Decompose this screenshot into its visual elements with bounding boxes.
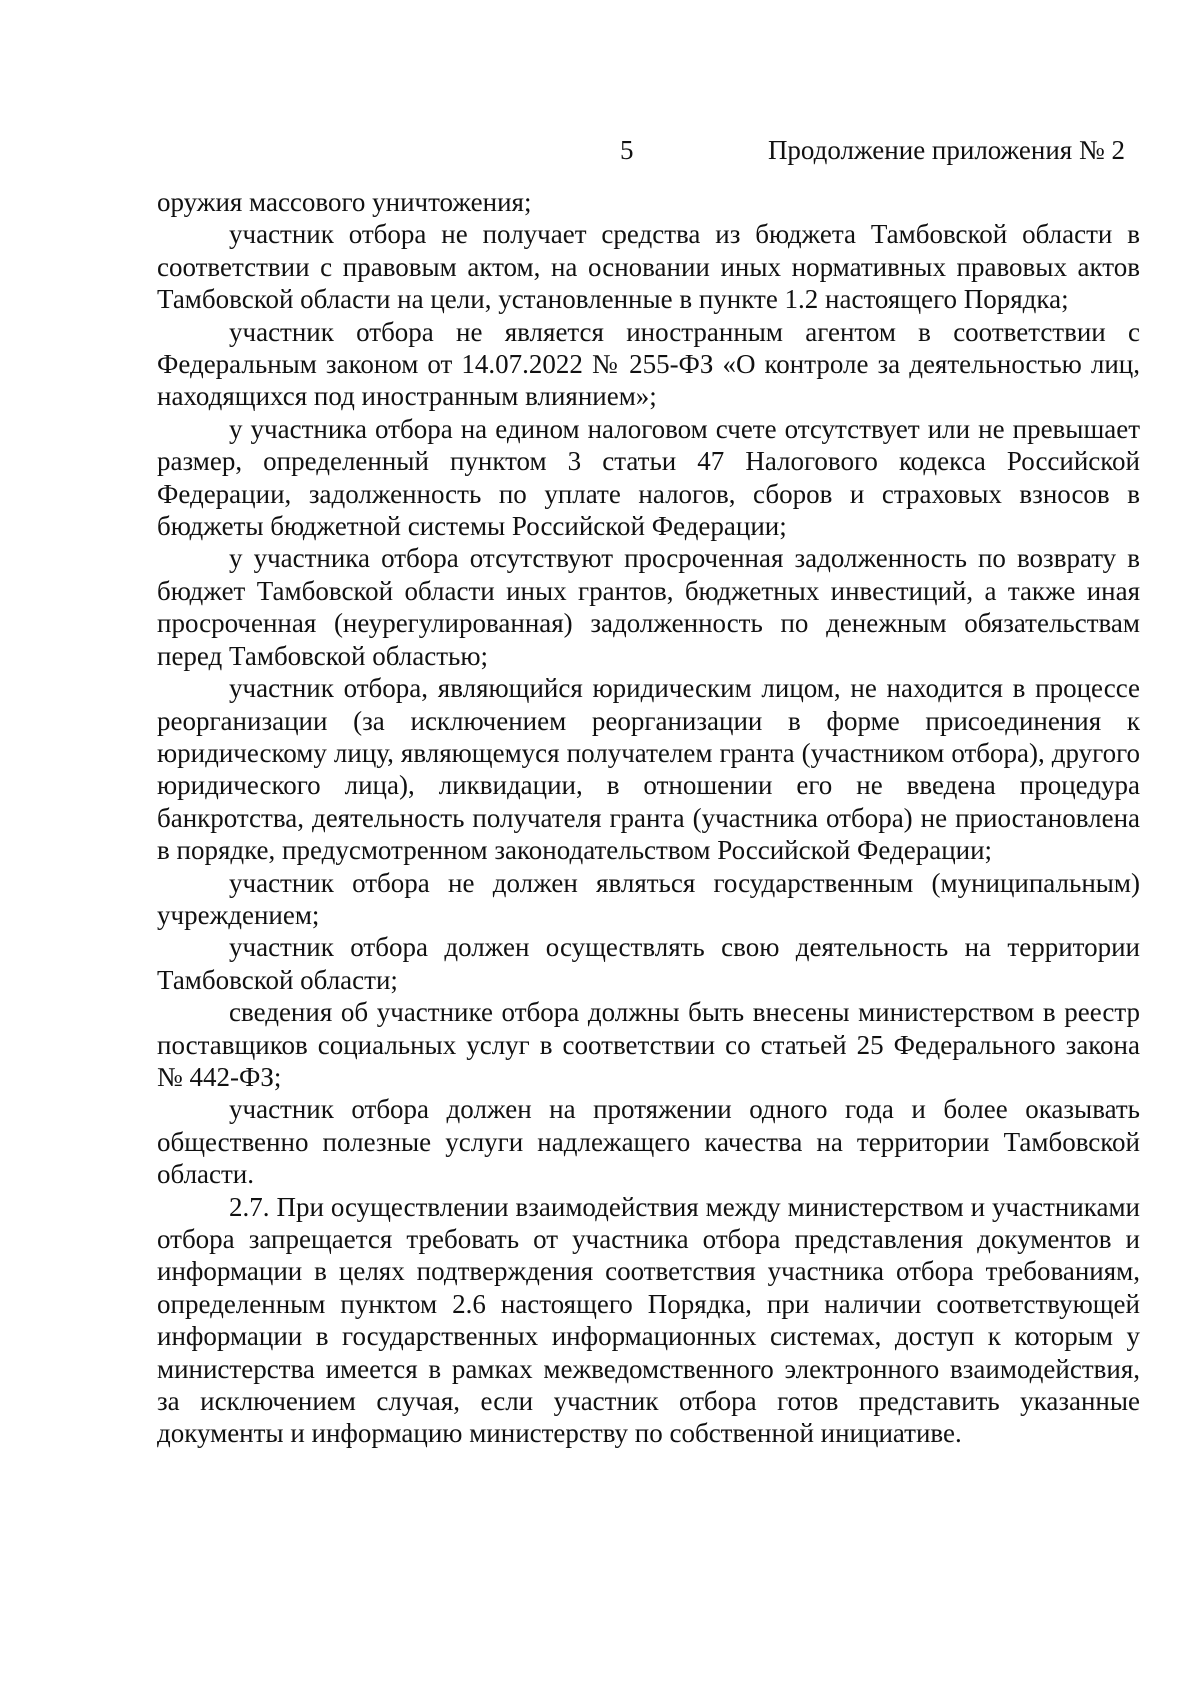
document-body bbox=[157, 186, 1140, 1450]
page-number: 5 bbox=[620, 135, 634, 165]
paragraph: у участника отбора на едином налоговом счете отсутствует или не превышает размер, определенный пунктом 3 статьи 47 Налогового кодекса Российской Федерации, задолженность по уплате налогов, сборов и страховых взносов в бюджеты бюджетной системы Российской Федерации; bbox=[157, 413, 1140, 542]
paragraph: участник отбора не является иностранным агентом в соответствии с Федеральным законом от 14.07.2022 № 255-ФЗ «О контроле за деятельностью лиц, находящихся под иностранным влиянием»; bbox=[157, 316, 1140, 412]
page-header bbox=[0, 130, 1200, 170]
paragraph: участник отбора должен осуществлять свою деятельность на территории Тамбовской области; bbox=[157, 932, 1140, 995]
appendix-continuation-label: Продолжение приложения № 2 bbox=[767, 135, 1125, 165]
paragraph: у участника отбора отсутствуют просроченная задолженность по возврату в бюджет Тамбовской области иных грантов, бюджетных инвестиций, а также иная просроченная (неурегулированная) задолженность по денежным обязательствам перед Тамбовской областью; bbox=[157, 543, 1140, 671]
paragraph: участник отбора, являющийся юридическим лицом, не находится в процессе реорганизации (за исключением реорганизации в форме присоединения к юридическому лицу, являющемуся получателем гранта (участником отбора), другого юридического лица), ликвидации, в отношении его не введена процедура банкротства, деятельность получателя гранта (участника отбора) не приостановлена в порядке, предусмотренном законодательством Российской Федерации; bbox=[157, 673, 1140, 866]
paragraph: участник отбора не должен являться государственным (муниципальным) учреждением; bbox=[157, 867, 1140, 930]
paragraph: участник отбора не получает средства из бюджета Тамбовской области в соответствии с правовым актом, на основании иных нормативных правовых актов Тамбовской области на цели, установленные в пункте 1.2 настоящего Порядка; bbox=[157, 219, 1140, 315]
paragraph: участник отбора должен на протяжении одного года и более оказывать общественно полезные услуги надлежащего качества на территории Тамбовской области. bbox=[157, 1094, 1140, 1190]
paragraph-continuation: оружия массового уничтожения; bbox=[157, 187, 532, 217]
paragraph-clause-2-7: 2.7. При осуществлении взаимодействия между министерством и участниками отбора запрещается требовать от участника отбора представления документов и информации в целях подтверждения соответствия участника отбора требованиям, определенным пунктом 2.6 настоящего Порядка, при наличии соответствующей информации в государственных информационных системах, доступ к которым у министерства имеется в рамках межведомственного электронного взаимодействия, за исключением случая, если участник отбора готов представить указанные документы и информацию министерству по собственной инициативе. bbox=[157, 1191, 1140, 1449]
paragraph: сведения об участнике отбора должны быть внесены министерством в реестр поставщиков социальных услуг в соответствии со статьей 25 Федерального закона № 442-ФЗ; bbox=[157, 997, 1140, 1092]
